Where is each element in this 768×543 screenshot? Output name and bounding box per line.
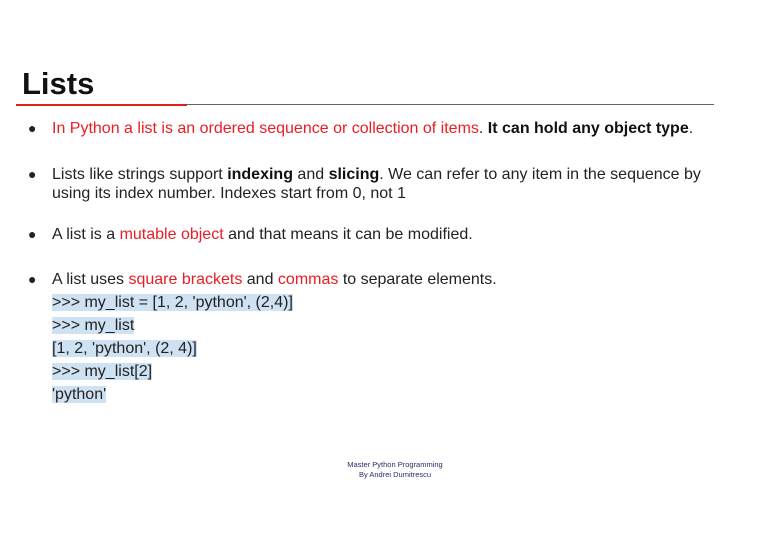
indexing-intro-text: Lists like strings support: [52, 166, 228, 183]
title-underline-accent: [16, 104, 187, 106]
bullet-list-definition: [28, 119, 718, 138]
bullet-mutable: [28, 225, 718, 244]
object-type-text: It can hold any object type: [487, 120, 689, 137]
slide-footer: [0, 460, 768, 480]
code-line: >>> my_list: [52, 317, 135, 334]
code-line: >>> my_list = [1, 2, 'python', (2,4)]: [52, 294, 293, 311]
slide-title: Lists: [22, 66, 95, 101]
slicing-keyword: slicing: [328, 166, 380, 183]
period-separator: .: [478, 120, 488, 137]
code-line: >>> my_list[2]: [52, 363, 153, 380]
separate-elements-text: to separate elements.: [338, 271, 497, 288]
index-explanation-text: . We can refer to any item in the sequence by using its index number. Indexes start from 0, not 1: [52, 166, 701, 202]
syntax-intro-text: A list uses: [52, 271, 129, 288]
mutable-intro-text: A list is a: [52, 226, 120, 243]
indexing-keyword: indexing: [227, 166, 293, 183]
commas-text: commas: [277, 271, 339, 288]
and-text: and: [242, 271, 278, 288]
author-name: By Andrei Dumitrescu: [358, 470, 432, 479]
and-text: and: [292, 166, 329, 183]
bullet-dot-icon: ●: [28, 271, 37, 287]
bullet-indexing-slicing: [28, 165, 718, 203]
code-line: 'python': [52, 386, 107, 403]
course-name: Master Python Programming: [347, 460, 443, 469]
mutable-object-text: mutable object: [119, 226, 224, 243]
code-line: [1, 2, 'python', (2, 4)]: [52, 340, 197, 357]
code-example: [28, 291, 718, 406]
sentence-end: .: [688, 120, 694, 137]
bullet-dot-icon: ●: [28, 166, 37, 182]
list-definition-text: In Python a list is an ordered sequence or collection of items: [52, 120, 479, 137]
mutable-explanation-text: and that means it can be modified.: [223, 226, 473, 243]
bullet-dot-icon: ●: [28, 120, 37, 136]
bullet-dot-icon: ●: [28, 226, 37, 242]
square-brackets-text: square brackets: [128, 271, 243, 288]
bullet-syntax: [28, 270, 718, 406]
